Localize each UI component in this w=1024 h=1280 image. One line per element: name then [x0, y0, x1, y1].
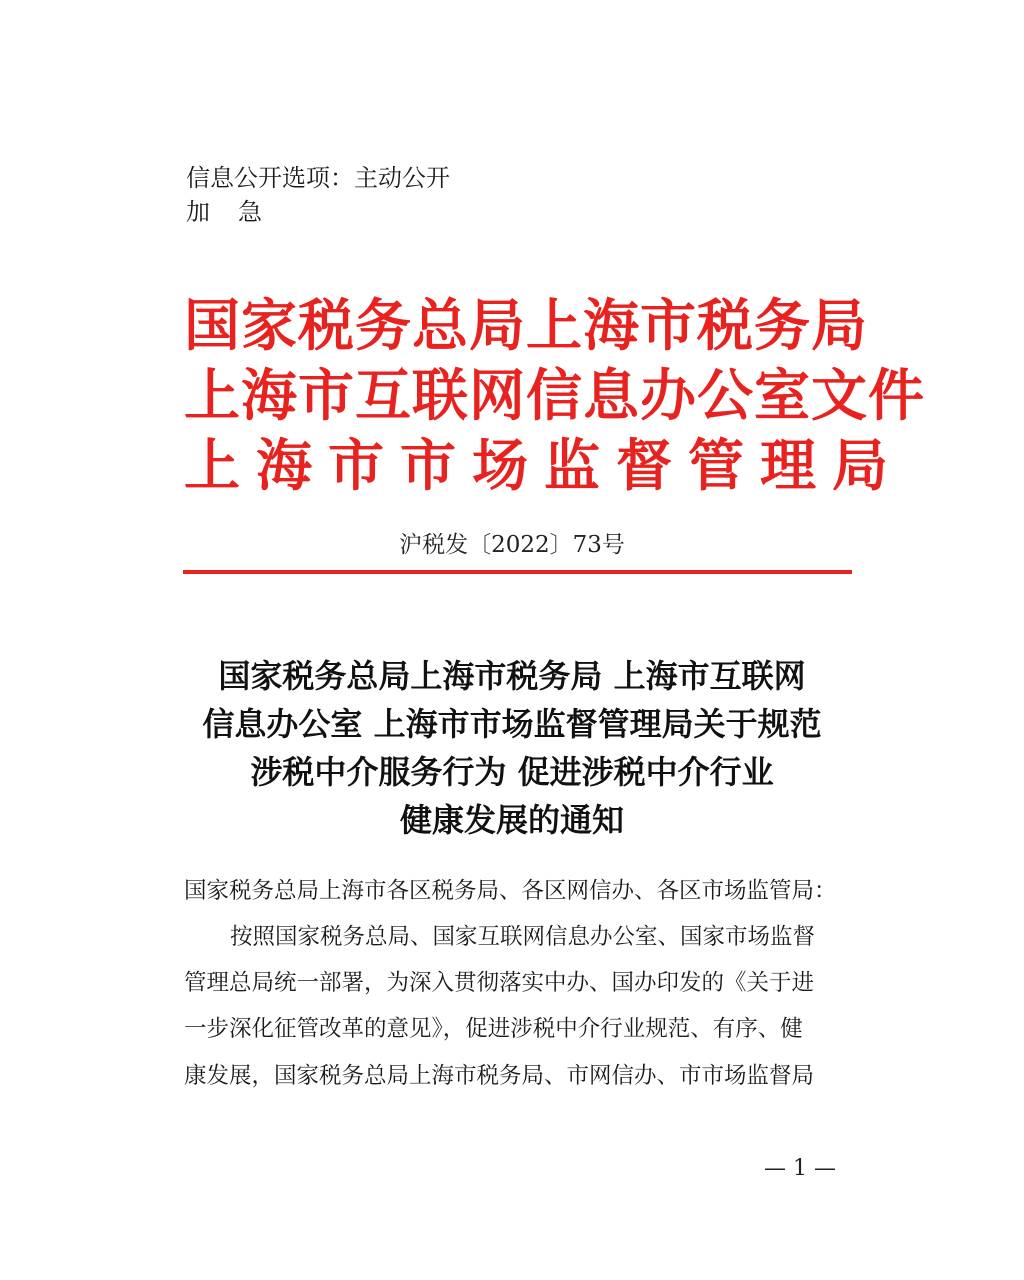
document-title-line: 健康发展的通知: [399, 801, 624, 839]
disclosure-option: 信息公开选项：主动公开: [186, 164, 450, 192]
document-title-line: 信息办公室 上海市市场监督管理局关于规范: [202, 705, 822, 743]
urgency-label: 加急: [186, 198, 290, 226]
document-number: 沪税发〔2022〕73号: [399, 532, 625, 558]
red-separator-rule: [183, 570, 852, 574]
issuer-line: 上海市互联网信息办公室文件: [184, 363, 925, 429]
body-text-line: 管理总局统一部署，为深入贯彻落实中办、国办印发的《关于进: [184, 970, 815, 996]
issuer-line: 国家税务总局上海市税务局: [184, 293, 868, 359]
document-title-line: 国家税务总局上海市税务局 上海市互联网: [218, 657, 806, 695]
salutation: 国家税务总局上海市各区税务局、各区网信办、各区市场监管局：: [184, 878, 837, 904]
body-text-line: 康发展，国家税务总局上海市税务局、市网信办、市市场监督局: [184, 1063, 815, 1089]
document-title-line: 涉税中介服务行为 促进涉税中介行业: [250, 753, 774, 791]
page-number: — 1 —: [764, 1156, 836, 1181]
body-text-line: 一步深化征管改革的意见》，促进涉税中介行业规范、有序、健: [184, 1016, 803, 1042]
issuer-line: 上海市市场监督管理局: [184, 433, 904, 499]
body-text-line: 按照国家税务总局、国家互联网信息办公室、国家市场监督: [230, 924, 816, 950]
